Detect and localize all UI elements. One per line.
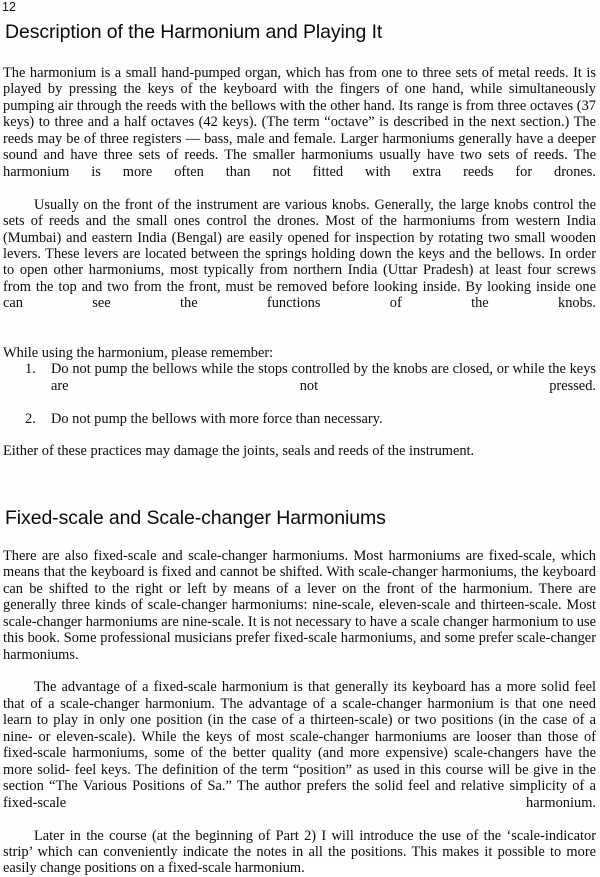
heading-spacer xyxy=(3,530,596,548)
page-number: 12 xyxy=(2,0,16,14)
list-item-number: 1. xyxy=(25,361,36,378)
paragraph-knobs-and-opening: Usually on the front of the instrument are various knobs. Generally, the large knobs control the sets of reeds and the small ones control the drones. Most of the harmoniums from western India (Mumbai) and eastern India (Bengal) are easily opened for inspection by rotating two small wooden levers. These levers are located between the springs holding down the keys and the bellows. In order to open other harmoniums, most typically from northern India (Uttar Pradesh) at least four screws from the top and two from the front, must be removed before looking inside. By looking inside one can see the functions of the knobs. xyxy=(3,196,596,312)
list-item-text: Do not pump the bellows with more force than necessary. xyxy=(51,410,383,427)
list-item xyxy=(3,411,596,427)
paragraph-spacer xyxy=(3,427,596,443)
section-spacer xyxy=(3,460,596,506)
harmonium-rules-list xyxy=(3,361,596,427)
paragraph-advantages: The advantage of a fixed-scale harmonium is that generally its keyboard has a more solid feel that of a scale-changer harmonium. The advantage of a scale-changer harmonium is that one need learn to play in only one position (in the case of a thirteen-scale) or two positions (in the case of a nine- or eleven-scale). While the keys of most scale-changer harmoniums are looser than those of fixed-scale harmoniums, some of the better quality (and more expensive) scale-changers have the more solid- feel keys. The definition of the term “position” as used in this course will be give in the section “The Various Positions of Sa.” The author prefers the solid feel and relative simplicity of a fixed-scale harmonium. xyxy=(3,679,596,811)
paragraph-warning-closing: Either of these practices may damage the joints, seals and reeds of the instrument. xyxy=(3,443,475,460)
page-content xyxy=(3,20,596,877)
section-heading-description: Description of the Harmonium and Playing It xyxy=(5,21,383,43)
list-intro-text: While using the harmonium, please remember: xyxy=(3,344,274,361)
paragraph-scale-types: There are also fixed-scale and scale-changer harmoniums. Most harmoniums are fixed-scale, which means that the keyboard is fixed and cannot be shifted. With scale-changer harmoniums, the keyboard can be shifted to the right or left by means of a lever on the front of the harmonium. There are generally three kinds of scale-changer harmoniums: nine-scale, eleven-scale and thirteen-scale. Most scale-changer harmoniums are nine-scale. It is not necessary to have a scale changer harmonium to use this book. Some professional musicians prefer fixed-scale harmoniums, and some prefer scale-changer harmoniums. xyxy=(3,547,596,663)
list-item-number: 2. xyxy=(25,410,36,427)
paragraph-scale-indicator-strip: Later in the course (at the beginning of Part 2) I will introduce the use of the ‘scale-indicator strip’ which can conveniently indicate the notes in all the positions. This makes it possible to more easily change positions on a fixed-scale harmonium. xyxy=(3,827,596,877)
section-heading-fixed-scale: Fixed-scale and Scale-changer Harmoniums xyxy=(5,506,386,529)
paragraph-harmonium-overview: The harmonium is a small hand-pumped organ, which has from one to three sets of metal reeds. It is played by pressing the keys of the keyboard with the fingers of one hand, while simultaneously pumping air through the reeds with the bellows with the other hand. Its range is from three octaves (37 keys) to three and a half octaves (42 keys). (The term “octave” is described in the next section.) The reeds may be of three registers — bass, male and female. Larger harmoniums generally have a deeper sound and have three sets of reeds. The smaller harmoniums usually have two sets of reeds. The harmonium is more often than not fitted with extra reeds for drones. xyxy=(3,65,596,180)
list-item xyxy=(3,361,596,410)
list-item-text: Do not pump the bellows while the stops controlled by the knobs are closed, or while the keys are not pressed. xyxy=(51,361,596,394)
paragraph-spacer xyxy=(3,328,596,344)
heading-spacer xyxy=(3,44,596,65)
